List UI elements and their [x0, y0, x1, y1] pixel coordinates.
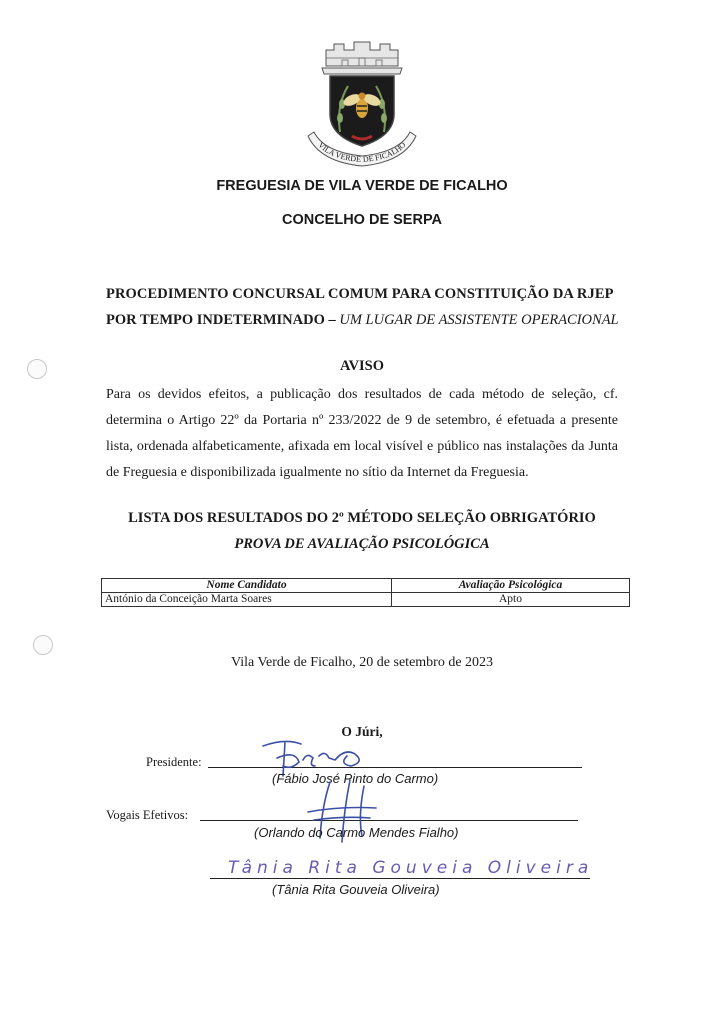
coat-of-arms-logo — [300, 36, 424, 172]
notice-title: AVISO — [339, 358, 385, 374]
results-table — [101, 578, 630, 607]
vogal2-handwritten-signature: Tânia Rita Gouveia Oliveira — [228, 858, 594, 878]
crest-ribbon-text: VILA VERDE DE FICALHO — [316, 140, 408, 165]
table-row — [102, 593, 630, 607]
municipality-name: CONCELHO DE SERPA — [281, 212, 443, 228]
column-header-candidate: Nome Candidato — [102, 579, 392, 593]
evaluation-result-cell: Apto — [392, 593, 630, 607]
procedure-title-bold: POR TEMPO INDETERMINADO – — [106, 312, 336, 328]
procedure-title-line2 — [106, 312, 619, 329]
jury-title: O Júri, — [341, 724, 383, 739]
vogal2-name: (Tânia Rita Gouveia Oliveira) — [272, 882, 440, 897]
president-name: (Fábio José Pinto do Carmo) — [272, 771, 439, 786]
vogal1-name: (Orlando do Carmo Mendes Fialho) — [254, 825, 459, 840]
notice-body: Para os devidos efeitos, a publicação dos resultados de cada método de seleção, cf. determina o Artigo 22º da Portaria nº 233/2022 de 9 de setembro, é efetuada a presente lista, ordenada alfabeticamente, afixada em local visível e público nas instalações da Junta de Freguesia e disponibilizada igualmente no sítio da Internet da Freguesia. — [106, 387, 618, 480]
column-header-evaluation: Avaliação Psicológica — [392, 579, 630, 593]
procedure-title-line1: PROCEDIMENTO CONCURSAL COMUM PARA CONSTITUIÇÃO DA RJEP — [106, 286, 614, 302]
table-header-row — [102, 579, 630, 593]
parish-name: FREGUESIA DE VILA VERDE DE FICALHO — [216, 178, 508, 194]
signature-line — [210, 878, 590, 879]
president-label: Presidente: — [146, 755, 202, 769]
procedure-title-italic: UM LUGAR DE ASSISTENTE OPERACIONAL — [339, 312, 619, 328]
results-list-title: LISTA DOS RESULTADOS DO 2º MÉTODO SELEÇÃO OBRIGATÓRIO — [128, 510, 596, 526]
vogais-label: Vogais Efetivos: — [106, 808, 189, 822]
place-and-date: Vila Verde de Ficalho, 20 de setembro de 2023 — [230, 655, 494, 670]
results-list-subtitle: PROVA DE AVALIAÇÃO PSICOLÓGICA — [234, 536, 490, 552]
candidate-name-cell: António da Conceição Marta Soares — [102, 593, 392, 607]
punch-hole — [33, 635, 53, 655]
